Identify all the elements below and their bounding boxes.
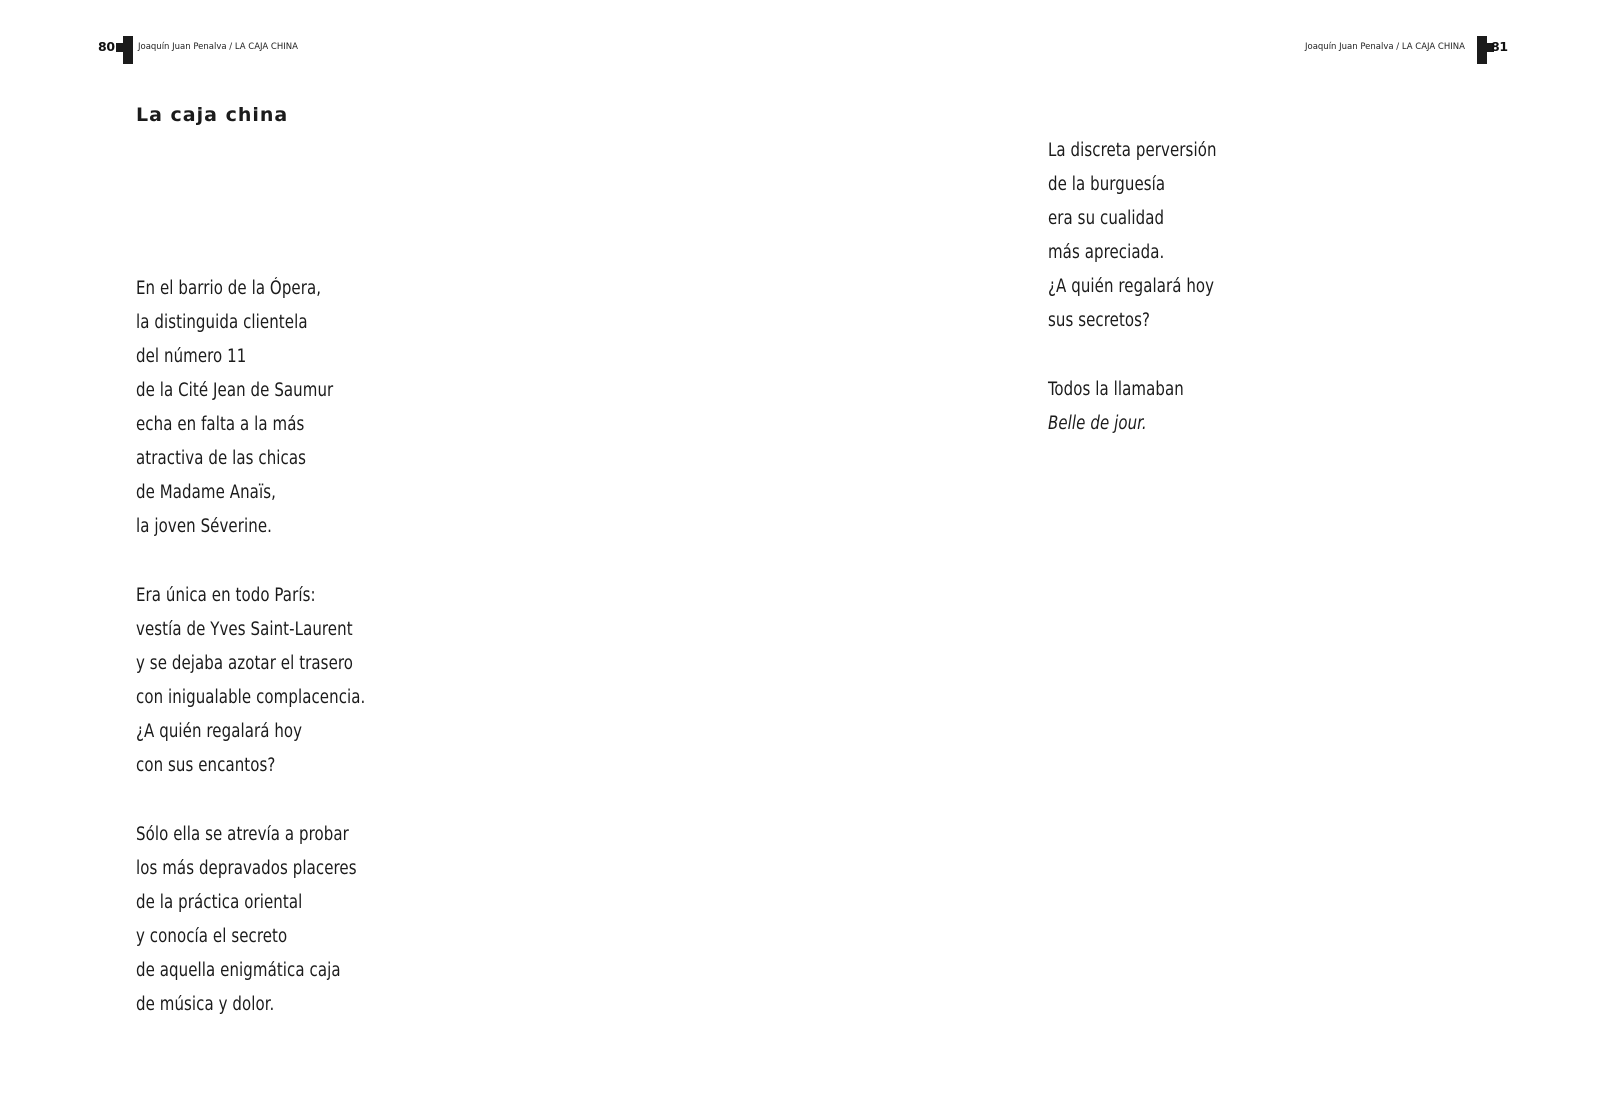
verse-line: La discreta perversión	[1048, 140, 1217, 161]
verse-line: Sólo ella se atrevía a probar	[136, 824, 349, 845]
verse-line-italic: Belle de jour.	[1048, 413, 1147, 434]
verse-line: la joven Séverine.	[136, 516, 272, 537]
right-running-header	[1240, 36, 1520, 64]
verse-line: de la burguesía	[1048, 174, 1166, 195]
poem-title: La caja china	[136, 104, 289, 126]
verse-line: y se dejaba azotar el trasero	[136, 653, 354, 674]
verse-line: los más depravados placeres	[136, 858, 357, 879]
running-head: Joaquín Juan Penalva / LA CAJA CHINA	[138, 42, 298, 52]
page-number: 81	[1491, 39, 1508, 54]
verse-line: sus secretos?	[1048, 310, 1151, 331]
verse-line: echa en falta a la más	[136, 414, 305, 435]
page-number: 80	[98, 39, 115, 54]
verse-line: con inigualable complacencia.	[136, 687, 366, 708]
verse-line: ¿A quién regalará hoy	[136, 721, 303, 742]
verse-line: vestía de Yves Saint-Laurent	[136, 619, 353, 640]
stanza-2	[136, 579, 391, 783]
verse-line: era su cualidad	[1048, 208, 1165, 229]
verse-line: de Madame Anaïs,	[136, 482, 276, 503]
verse-line: del número 11	[136, 346, 247, 367]
left-running-header	[98, 36, 498, 64]
stanza-4	[1048, 134, 1235, 338]
stanza-3	[136, 818, 381, 1022]
verse-line: de aquella enigmática caja	[136, 960, 341, 981]
verse-line: de música y dolor.	[136, 994, 275, 1015]
stanza-1	[136, 272, 355, 544]
verse-line: ¿A quién regalará hoy	[1048, 276, 1215, 297]
verse-line: Todos la llamaban	[1048, 379, 1184, 400]
verse-line: Era única en todo París:	[136, 585, 316, 606]
verse-line: de la práctica oriental	[136, 892, 303, 913]
verse-line: con sus encantos?	[136, 755, 276, 776]
verse-line: atractiva de las chicas	[136, 448, 307, 469]
verse-line: En el barrio de la Ópera,	[136, 278, 322, 299]
verse-line: más apreciada.	[1048, 242, 1165, 263]
verse-line: la distinguida clientela	[136, 312, 308, 333]
stanza-5	[1048, 373, 1199, 441]
running-head: Joaquín Juan Penalva / LA CAJA CHINA	[1305, 42, 1465, 52]
verse-line: de la Cité Jean de Saumur	[136, 380, 334, 401]
verse-line: y conocía el secreto	[136, 926, 288, 947]
